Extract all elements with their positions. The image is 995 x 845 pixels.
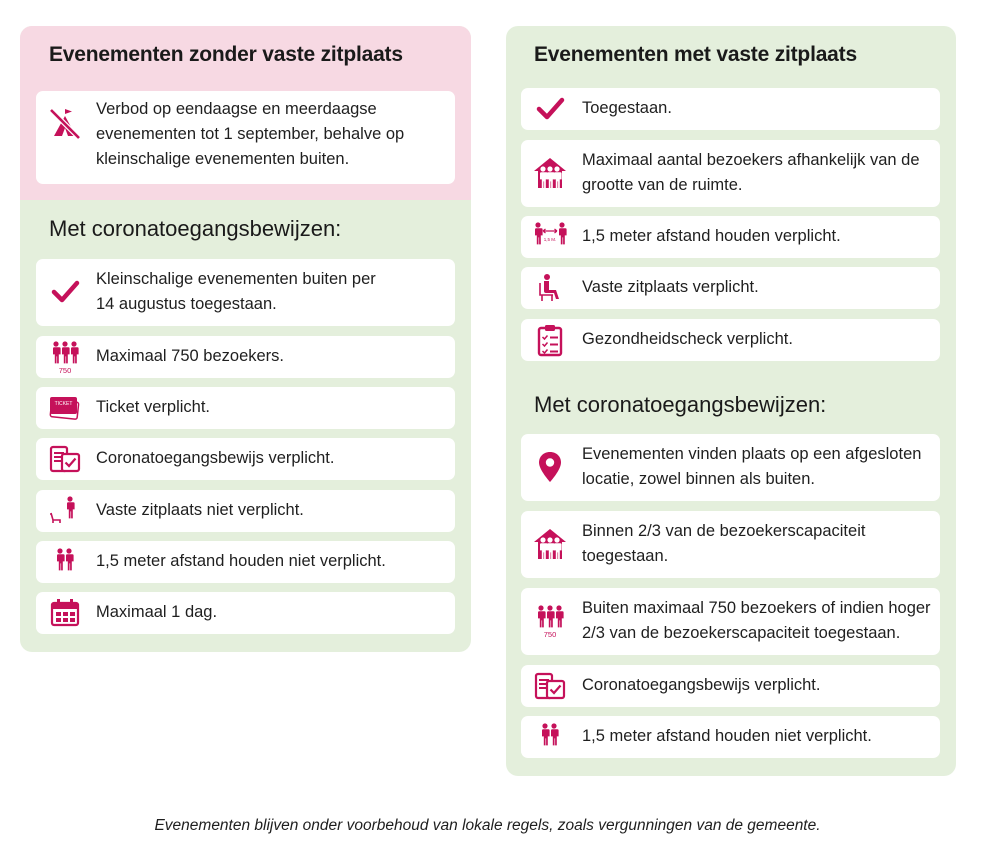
crowd-750-icon (533, 604, 567, 638)
list-item (36, 387, 455, 429)
list-item-text: Binnen 2/3 van de bezoekerscapaciteit toegestaan. (582, 522, 866, 565)
ticket-icon (48, 391, 82, 425)
list-item (521, 588, 940, 655)
list-item (36, 259, 455, 326)
distance-icon (533, 220, 567, 254)
list-item-text: Ticket verplicht. (96, 398, 211, 416)
checklist-icon (533, 323, 567, 357)
ban-card (36, 91, 455, 184)
list-item (521, 216, 940, 258)
list-item-text: Vaste zitplaats niet verplicht. (96, 501, 304, 519)
list-item (521, 319, 940, 361)
list-item-text: 1,5 meter afstand houden niet verplicht. (582, 727, 872, 745)
location-pin-icon (533, 450, 567, 484)
list-item-text: Maximaal 1 dag. (96, 603, 218, 621)
list-item (36, 438, 455, 480)
panel-title: Evenementen met vaste zitplaats (534, 43, 857, 66)
list-item-text: Evenementen vinden plaats op een afgesloten locatie, zowel binnen als buiten. (582, 445, 922, 488)
calendar-icon (48, 596, 82, 630)
house-people-icon (533, 156, 567, 190)
ban-text: Verbod op eendaagse en meerdaagse evenementen tot 1 september, behalve op kleinschalige evenementen buiten. (96, 100, 405, 168)
ticket-label: TICKET (54, 401, 73, 407)
list-item-text: 1,5 meter afstand houden verplicht. (582, 227, 841, 245)
list-item-text: Coronatoegangsbewijs verplicht. (582, 676, 821, 694)
list-item (521, 716, 940, 758)
list-item-text: Coronatoegangsbewijs verplicht. (96, 449, 335, 467)
list-item (36, 592, 455, 634)
crowd-count-label: 750 (58, 366, 72, 374)
crowd-count-label: 750 (543, 630, 557, 638)
section-subtitle: Met coronatoegangsbewijzen: (49, 216, 342, 241)
list-item-text: Maximaal aantal bezoekers afhankelijk van de grootte van de ruimte. (582, 151, 920, 194)
people-close-icon (48, 545, 82, 579)
house-people-icon (533, 527, 567, 561)
section-subtitle: Met coronatoegangsbewijzen: (534, 392, 827, 417)
list-item-text: Buiten maximaal 750 bezoekers of indien hoger 2/3 van de bezoekerscapaciteit toegestaan. (582, 599, 931, 642)
list-item (521, 88, 940, 130)
panel-events-without-seating (20, 26, 471, 652)
distance-label: 1,5 M. (543, 237, 557, 242)
list-item (521, 665, 940, 707)
list-item-text: Kleinschalige evenementen buiten per 14 augustus toegestaan. (96, 270, 376, 313)
panel-events-with-seating (506, 26, 956, 776)
seated-person-icon (533, 271, 567, 305)
list-item (521, 434, 940, 501)
list-item-text: Vaste zitplaats verplicht. (582, 278, 759, 296)
no-events-icon (48, 106, 82, 140)
list-item-text: Gezondheidscheck verplicht. (582, 330, 793, 348)
list-item (36, 490, 455, 532)
people-close-icon (533, 720, 567, 754)
list-item-text: 1,5 meter afstand houden niet verplicht. (96, 552, 386, 570)
list-item-text: Toegestaan. (582, 99, 672, 117)
standing-person-icon (48, 494, 82, 528)
qr-pass-icon (533, 669, 567, 703)
qr-pass-icon (48, 442, 82, 476)
panel-title: Evenementen zonder vaste zitplaats (49, 43, 403, 66)
list-item (36, 336, 455, 378)
list-item (521, 140, 940, 207)
checkmark-icon (48, 275, 82, 309)
list-item (36, 541, 455, 583)
footnote: Evenementen blijven onder voorbehoud van lokale regels, zoals vergunningen van de gemeente. (154, 817, 821, 834)
crowd-750-icon (48, 340, 82, 374)
checkmark-icon (533, 92, 567, 126)
list-item-text: Maximaal 750 bezoekers. (96, 347, 285, 365)
list-item (521, 511, 940, 578)
list-item (521, 267, 940, 309)
